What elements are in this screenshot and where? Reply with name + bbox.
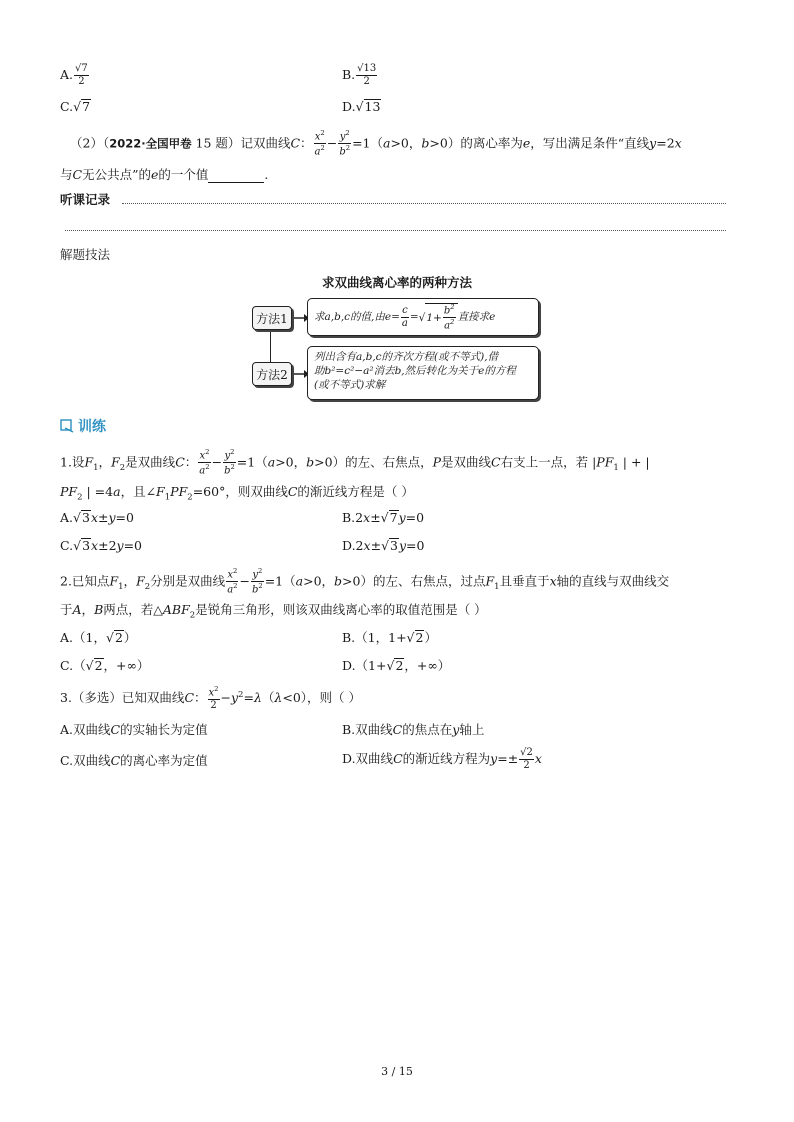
page-number: 3 / 15 (381, 1065, 413, 1078)
problem-3-option-d[interactable]: D.双曲线C的渐近线方程为y=± $\frac{√2}{2}$ x (342, 747, 542, 771)
notes-line-2[interactable] (65, 230, 726, 231)
problem-2-line-1: 2.已知点$F_1$，$F_2$分别是双曲线 $\frac{x^2}{a^2}$ − $\frac{y^2}{b^2}$ =1（a>0，b>0）的左、右焦点，过点$F_1$且垂直于x轴的直线与双曲线交 (60, 567, 670, 596)
method-section-title: 解题技法 (60, 247, 111, 262)
prev-option-d: D.√13 (342, 99, 381, 114)
prev-option-a: A. $\frac{√7}{2}$ (60, 63, 88, 87)
question-2-line-2: 与C无公共点”的e的一个值 . (60, 167, 269, 182)
method-2-description: 列出含有a,b,c的齐次方程(或不等式),借 助b²=c²−a²消去b,然后转化为关于e的方程 (或不等式)求解 (307, 346, 539, 400)
problem-2-line-2: 于A，B两点，若$\triangle ABF_2$是锐角三角形，则该双曲线离心率的取值范围是（ ） (60, 602, 487, 621)
problem-2-option-c[interactable]: C.（√2，+∞） (60, 658, 150, 673)
problem-3-option-c[interactable]: C.双曲线C的离心率为定值 (60, 753, 208, 768)
prev-option-b: B. $\frac{√13}{2}$ (342, 63, 377, 87)
fraction: $\frac{√7}{2}$ (75, 63, 88, 87)
method-1-box: 方法1 (252, 306, 292, 330)
training-heading: 训练 (60, 416, 106, 436)
sqrt: √7 (73, 99, 91, 114)
method-2-box: 方法2 (252, 362, 292, 386)
problem-1-line-1: 1.设$F_1$，$F_2$是双曲线C： $\frac{x^2}{a^2}$ − $\frac{y^2}{b^2}$ =1（a>0，b>0）的左、右焦点，P是双曲线C右支上一点，若 $|PF_1$ | + | (60, 448, 650, 477)
problem-1-option-d[interactable]: D.2x±√3y=0 (342, 538, 425, 553)
notes-label: 听课记录 (60, 192, 111, 207)
problem-2-option-b[interactable]: B.（1，1+√2） (342, 630, 437, 645)
problem-1-option-a[interactable]: A.√3x±y=0 (60, 510, 134, 525)
question-2-line-1: （2）（2022·全国甲卷 15 题）记双曲线C： $\frac{x^2}{a^2}$ − $\frac{y^2}{b^2}$ =1（a>0，b>0）的离心率为e，写出满足条件“直线y=2x (70, 129, 682, 158)
fraction: $\frac{√13}{2}$ (357, 63, 377, 87)
answer-blank[interactable] (208, 170, 264, 183)
problem-1-option-b[interactable]: B.2x±√7y=0 (342, 510, 425, 525)
problem-3-option-a[interactable]: A.双曲线C的实轴长为定值 (60, 722, 208, 737)
prev-option-c: C.√7 (60, 99, 91, 114)
method-1-description: 求a,b,c的值,由e= $\frac{c}{a}$ = √1+ $\frac{b^2}{a^2}$ 直接求e (307, 298, 539, 336)
notes-line-1[interactable] (122, 203, 726, 204)
problem-1-option-c[interactable]: C.√3x±2y=0 (60, 538, 143, 553)
training-icon (60, 419, 74, 433)
sqrt: √13 (355, 99, 381, 114)
problem-3-option-b[interactable]: B.双曲线C的焦点在y轴上 (342, 722, 485, 737)
diagram-title: 求双曲线离心率的两种方法 (321, 275, 472, 290)
problem-2-option-d[interactable]: D.（1+√2，+∞） (342, 658, 451, 673)
problem-1-line-2: $PF_2$ | =4a，且$\angle F_1PF_2=60^\circ$，则双曲线C的渐近线方程是（ ） (60, 484, 414, 503)
problem-3-line-1: 3.（多选）已知双曲线C： $\frac{x^2}{2}$ $-y^2=\lambda(\lambda<0)$，则（ ） (60, 685, 361, 712)
problem-2-option-a[interactable]: A.（1，√2） (60, 630, 137, 645)
